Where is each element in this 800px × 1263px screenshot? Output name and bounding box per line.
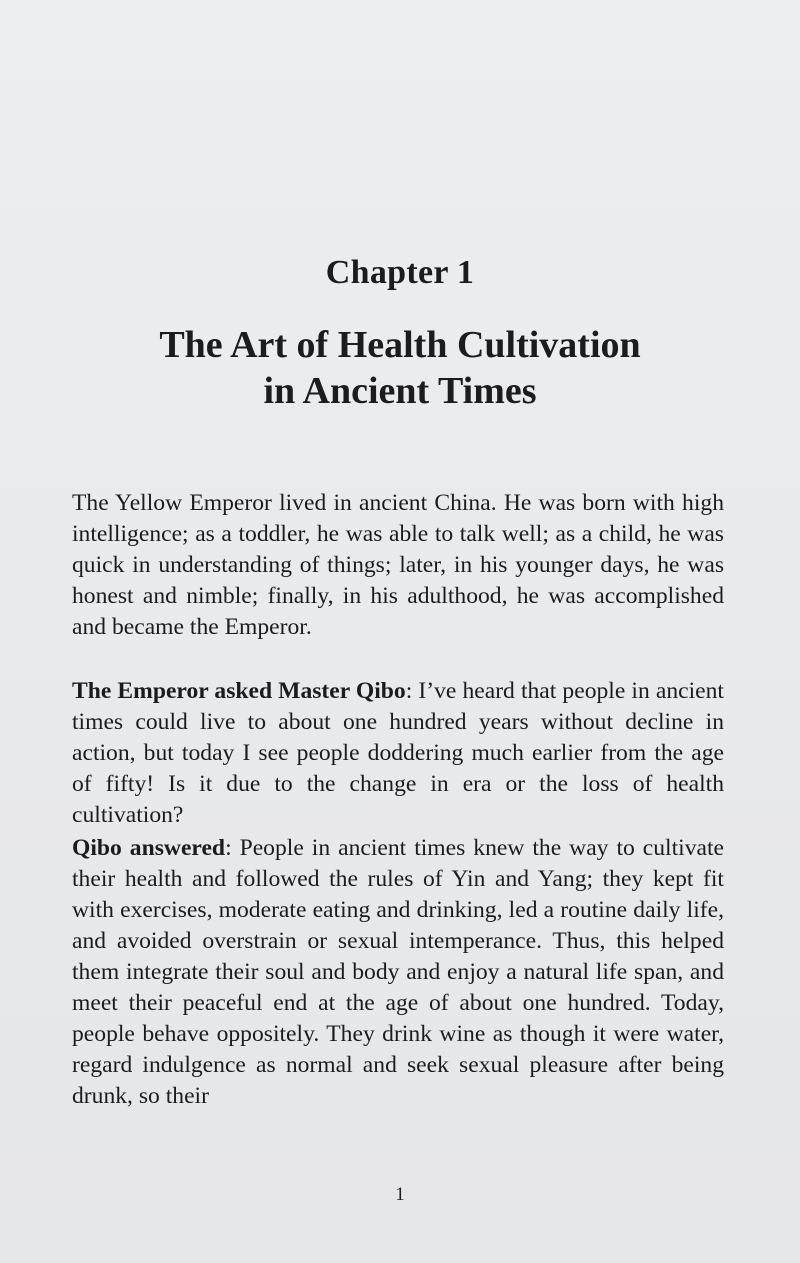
answer-paragraph [72,833,724,1112]
question-text: : I’ve heard that people in ancient times could live to about one hundred years without decline in action, but today I see people doddering much earlier from the age of fifty! Is it due to the change in era or the loss of health cultivation? [72,678,724,828]
answer-text: : People in ancient times knew the way to cultivate their health and followed the rules of Yin and Yang; they kept fit with exercises, moderate eating and drinking, led a routine daily life, and avoided overstrain or sexual intemperance. Thus, this helped them integrate their soul and body and enjoy a natural life span, and meet their peaceful end at the age of about one hundred. Today, people behave oppositely. They drink wine as though it were water, regard indulgence as normal and seek sexual pleasure after being drunk, so their [72,835,724,1109]
chapter-number: Chapter 1 [325,254,475,291]
answer-speaker-label: Qibo answered [72,835,226,861]
chapter-title [0,322,800,414]
chapter-title-line-1: The Art of Health Cultivation [159,324,641,366]
intro-text: The Yellow Emperor lived in ancient China. He was born with high intelligence; as a toddler, he was able to talk well; as a child, he was quick in understanding of things; later, in his younger days, he was honest and nimble; finally, in his adulthood, he was accomplished and became the Emperor. [72,490,724,640]
question-speaker-label: The Emperor asked Master Qibo [72,678,406,704]
question-paragraph [72,676,724,831]
intro-paragraph [72,488,724,643]
page-number: 1 [395,1184,405,1205]
chapter-title-line-2: in Ancient Times [263,370,537,412]
